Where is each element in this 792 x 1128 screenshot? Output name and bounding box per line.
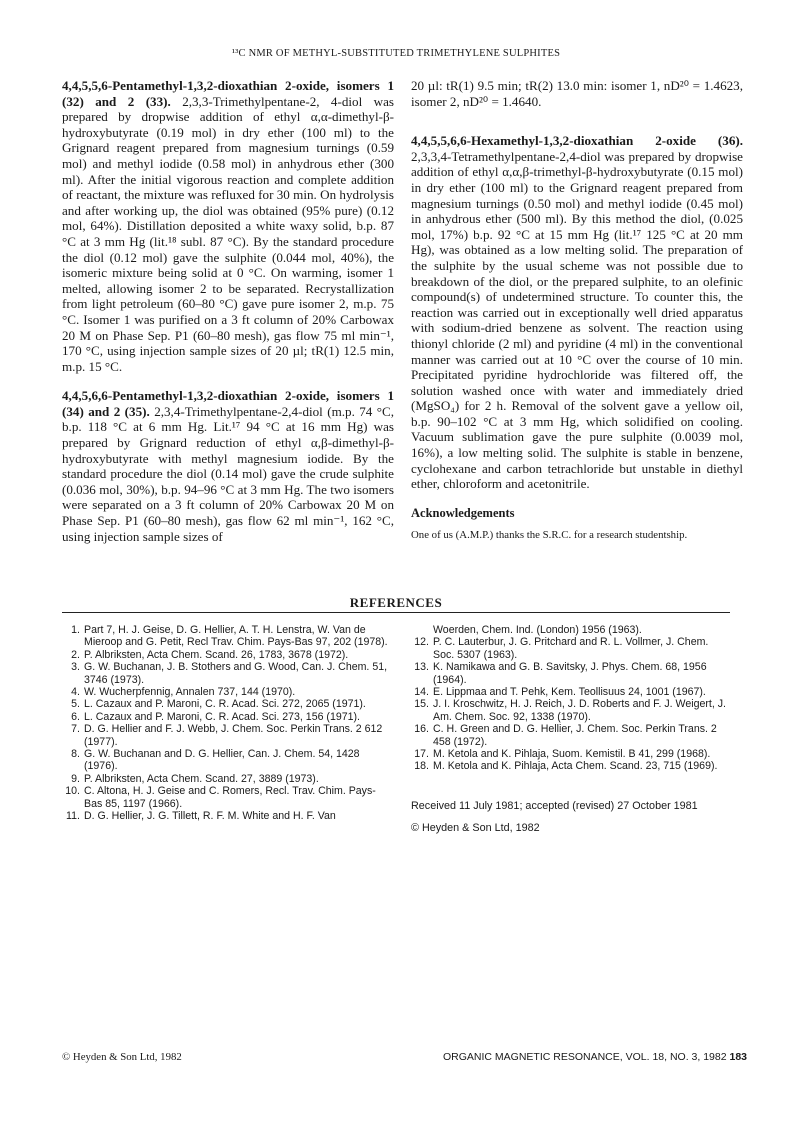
paragraph-body: 2,3,4-Trimethylpentane-2,4-diol (m.p. 74 °C, b.p. 118 °C at 6 mm Hg. Lit.¹⁷ 94 °C at 16 mm Hg) was prepared by Grignard reduction of ethyl α,β-dimethyl-β-hydroxybutyrate with methyl magnesium iodide. By the standard procedure the diol (0.14 mol) gave the crude sulphite (0.036 mol, 30%), b.p. 94–96 °C at 3 mm Hg. The two isomers were separated on a 3 ft column of 20% Carbowax 20 M on Phase Sep. P1 (60–80 mesh), gas flow 62 ml min⁻¹, 162 °C, using injection sample sizes of (62, 403, 394, 544)
reference-item: 17. M. Ketola and K. Pihlaja, Suom. Kemistil. B 41, 299 (1968). (414, 748, 711, 761)
reference-item: 9. P. Albriksten, Acta Chem. Scand. 27, 3889 (1973). (71, 772, 319, 785)
references-heading: REFERENCES (349, 595, 443, 610)
references-list-right (411, 624, 731, 773)
reference-item: Woerden, Chem. Ind. (London) 1956 (1963). (433, 624, 642, 636)
paragraph-title: 4,4,5,5,6-Pentamethyl-1,3,2-dioxathian 2-oxide, isomers 1 (32) and 2 (33). (62, 78, 394, 109)
paragraph-body: 20 µl: tR(1) 9.5 min; tR(2) 13.0 min: isomer 1, nD²⁰ = 1.4623, isomer 2, nD²⁰ = 1.4640. (411, 78, 743, 109)
reference-item: 2. P. Albriksten, Acta Chem. Scand. 26, 1783, 3678 (1972). (71, 648, 349, 661)
received-dates: Received 11 July 1981; accepted (revised) 27 October 1981 (411, 800, 698, 812)
reference-item: 16. C. H. Green and D. G. Hellier, J. Chem. Soc. Perkin Trans. 2 458 (1972). (414, 723, 717, 748)
running-head: ¹³C NMR OF METHYL-SUBSTITUTED TRIMETHYLENE SULPHITES (231, 48, 561, 59)
page-number: 183 (729, 1051, 748, 1063)
reference-item: 18. M. Ketola and K. Pihlaja, Acta Chem. Scand. 23, 715 (1969). (414, 760, 718, 773)
paragraph-continuation (411, 78, 743, 109)
reference-item: 3. G. W. Buchanan, J. B. Stothers and G. Wood, Can. J. Chem. 51, 3746 (1973). (71, 661, 388, 686)
paragraph-title: 4,4,5,5,6,6-Hexamethyl-1,3,2-dioxathian 2-oxide (36). (411, 133, 743, 149)
acknowledgements-text: One of us (A.M.P.) thanks the S.R.C. for a research studentship. (411, 529, 688, 542)
paragraph-body: 2,3,3-Trimethylpentane-2, 4-diol was prepared by dropwise addition of ethyl α,α-dimethyl-β-hydroxybutyrate (0.19 mol) in dry ether (100 ml) to the Grignard reagent prepared from magnesium turnings (0.59 mol) and methyl iodide (0.58 mol) in anhydrous ether (300 ml). After the initial vigorous reaction and complete addition of reactant, the mixture was refluxed for 30 min. On hydrolysis and after working up, the diol was obtained (95% pure) (0.12 mol, 64%). Distillation deposited a white waxy solid, b.p. 87 °C at 3 mm Hg (lit.¹⁸ subl. 87 °C). By the standard procedure the diol (0.12 mol) gave the sulphite (0.044 mol, 40%), the isomeric mixture being solid at 0 °C. On warming, isomer 1 melted, allowing isomer 2 to be separated. Recrystallization from light petroleum (60–80 °C) gave pure isomer 2, m.p. 75 °C. Isomer 1 was purified on a 3 ft column of 20% Carbowax 20 M on Phase Sep. P1 (60–80 mesh), gas flow 75 ml min⁻¹, 170 °C, using injection sample sizes of 20 µl; tR(1) 12.5 min, m.p. 15 °C. (62, 93, 394, 374)
paragraph-compound-36 (411, 133, 743, 492)
reference-item: 1. Part 7, H. J. Geise, D. G. Hellier, A. T. H. Lenstra, W. Van de Mieroop and G. Petit, Recl Trav. Chim. Pays-Bas 97, 202 (1978). (71, 624, 388, 649)
footer-copyright: © Heyden & Son Ltd, 1982 (62, 1051, 182, 1063)
paragraph-title: 4,4,5,6,6-Pentamethyl-1,3,2-dioxathian 2-oxide, isomers 1 (34) and 2 (35). (62, 388, 394, 419)
reference-item: 6. L. Cazaux and P. Maroni, C. R. Acad. Sci. 273, 156 (1971). (71, 710, 360, 723)
reference-item: 7. D. G. Hellier and F. J. Webb, J. Chem. Soc. Perkin Trans. 2 612 (1977). (71, 723, 383, 748)
reference-item: 14. E. Lippmaa and T. Pehk, Kem. Teollisuus 24, 1001 (1967). (414, 686, 706, 699)
reference-item: 5. L. Cazaux and P. Maroni, C. R. Acad. Sci. 272, 2065 (1971). (71, 698, 366, 711)
journal-citation: ORGANIC MAGNETIC RESONANCE, VOL. 18, NO. 3, 1982 (443, 1051, 727, 1063)
footer-journal (443, 1051, 747, 1063)
reference-item: 15. J. I. Kroschwitz, H. J. Reich, J. D. Roberts and F. J. Weigert, J. Am. Chem. Soc. 92, 1338 (1970). (414, 698, 726, 723)
left-column (62, 78, 394, 558)
reference-item: 13. K. Namikawa and G. B. Savitsky, J. Phys. Chem. 68, 1956 (1964). (414, 661, 707, 686)
reference-item: 10. C. Altona, H. J. Geise and C. Romers, Recl. Trav. Chim. Pays-Bas 85, 1197 (1966). (65, 785, 376, 810)
paragraph-compound-34-35 (62, 388, 394, 544)
references-list-left (62, 624, 392, 823)
acknowledgements-heading: Acknowledgements (411, 505, 515, 520)
reference-item: 11. D. G. Hellier, J. G. Tillett, R. F. M. White and H. F. Van (66, 810, 336, 823)
reference-item: 4. W. Wucherpfennig, Annalen 737, 144 (1970). (71, 686, 296, 699)
right-column (411, 78, 743, 542)
reference-item: 8. G. W. Buchanan and D. G. Hellier, Can. J. Chem. 54, 1428 (1976). (71, 748, 360, 773)
paragraph-compound-32-33 (62, 78, 394, 374)
paragraph-body: 2,3,3,4-Tetramethylpentane-2,4-diol was prepared by dropwise addition of ethyl α,α,β-trimethyl-β-hydroxybutyrate (0.15 mol) in dry ether (100 ml) to the Grignard reagent prepared from magnesium turnings (0.50 mol) and methyl iodide (0.45 mol) in anhydrous ether (500 ml). By this method the diol, (0.025 mol, 17%) b.p. 92 °C at 15 mm Hg (lit.¹⁷ 125 °C at 20 mm Hg), was obtained as a low melting solid. The preparation of the sulphite by the usual scheme was not possible due to breakdown of the diol, or the prepared sulphite, to an olefinic compound(s) of undetermined structure. To counter this, the reaction was carried out in exceptionally well dried apparatus with sodium-dried benzene as solvent. The reaction using thionyl chloride (2 ml) and pyridine (4 ml) in the conventional manner was carried out at 10 °C over the course of 10 min. Precipitated pyridine hydrochloride was filtered off, the solution washed once with water and immediately dried (MgSO₄) for 2 h. Removal of the solvent gave a yellow oil, b.p. 90–102 °C at 3 mm Hg, which solidified on cooling. Vacuum sublimation gave the pure sulphite (0.0039 mol, 16%), a low melting solid. The sulphite is stable in benzene, cyclohexane and carbon tetrachloride but unstable in diethyl ether, chloroform and acetonitrile. (411, 148, 743, 492)
reference-item: 12. P. C. Lauterbur, J. G. Pritchard and R. L. Vollmer, J. Chem. Soc. 5307 (1963). (414, 636, 709, 661)
references-divider (62, 612, 730, 613)
copyright-notice: © Heyden & Son Ltd, 1982 (411, 822, 540, 834)
